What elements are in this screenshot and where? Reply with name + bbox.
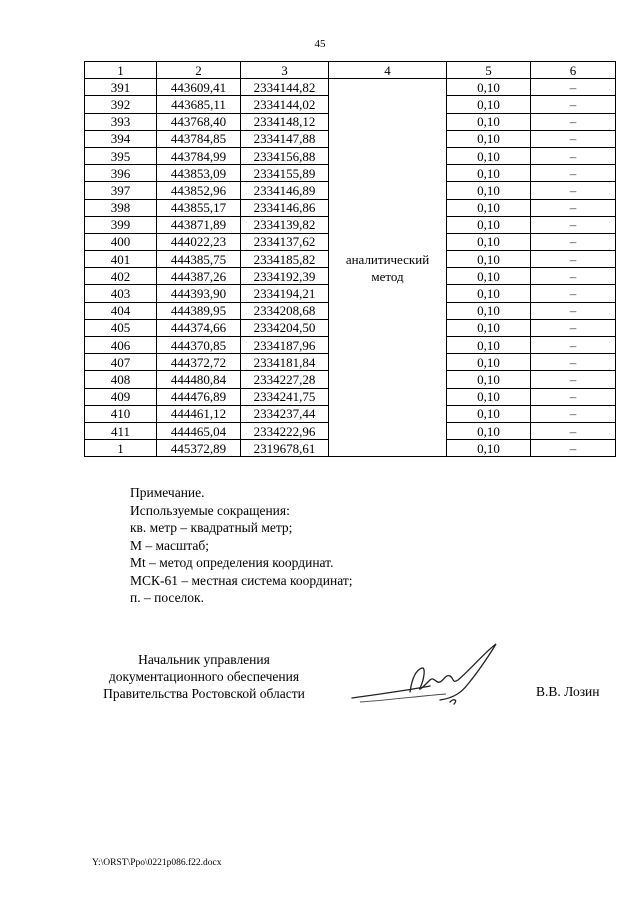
table-cell: 409 — [85, 388, 157, 405]
table-cell: 0,10 — [447, 216, 531, 233]
table-cell: 0,10 — [447, 182, 531, 199]
table-cell: 403 — [85, 285, 157, 302]
handwritten-signature — [350, 640, 510, 712]
signatory-position — [84, 651, 324, 702]
table-cell: 2334222,96 — [241, 422, 329, 439]
signer-name: В.В. Лозин — [536, 684, 600, 699]
table-header-row — [85, 62, 616, 79]
dash-cell: – — [531, 113, 616, 130]
table-cell: 0,10 — [447, 371, 531, 388]
page-number: 45 — [314, 38, 326, 50]
dash-cell: – — [531, 371, 616, 388]
dash-cell: – — [531, 337, 616, 354]
note-line: МСК-61 – местная система координат; — [130, 572, 353, 588]
table-cell: 0,10 — [447, 337, 531, 354]
column-header: 3 — [241, 62, 329, 79]
table-cell: 0,10 — [447, 113, 531, 130]
dash-cell: – — [531, 233, 616, 250]
dash-cell: – — [531, 302, 616, 319]
table-cell: 443685,11 — [157, 96, 241, 113]
table-cell: 0,10 — [447, 354, 531, 371]
column-header: 4 — [329, 62, 447, 79]
table-cell: 444480,84 — [157, 371, 241, 388]
table-cell: 394 — [85, 130, 157, 147]
table-cell: 411 — [85, 422, 157, 439]
note-line: п. – поселок. — [130, 590, 204, 605]
table-cell: 443855,17 — [157, 199, 241, 216]
table-cell: 444465,04 — [157, 422, 241, 439]
dash-cell: – — [531, 216, 616, 233]
table-cell: 391 — [85, 79, 157, 96]
dash-cell: – — [531, 268, 616, 285]
table-cell: 397 — [85, 182, 157, 199]
column-header: 2 — [157, 62, 241, 79]
dash-cell: – — [531, 319, 616, 336]
dash-cell: – — [531, 388, 616, 405]
position-line: Начальник управления — [138, 652, 270, 667]
dash-cell: – — [531, 130, 616, 147]
table-cell: 408 — [85, 371, 157, 388]
table-cell: 2334148,12 — [241, 113, 329, 130]
table-cell: 2334185,82 — [241, 251, 329, 268]
method-label: аналитический — [345, 251, 430, 267]
dash-cell: – — [531, 96, 616, 113]
table-cell: 402 — [85, 268, 157, 285]
table-cell: 2319678,61 — [241, 440, 329, 457]
table-cell: 0,10 — [447, 147, 531, 164]
table-cell: 444461,12 — [157, 405, 241, 422]
column-header: 1 — [85, 62, 157, 79]
table-cell: 2334192,39 — [241, 268, 329, 285]
table-cell: 2334187,96 — [241, 337, 329, 354]
table-cell: 399 — [85, 216, 157, 233]
dash-cell: – — [531, 199, 616, 216]
table-cell: 0,10 — [447, 251, 531, 268]
column-header: 5 — [447, 62, 531, 79]
table-cell: 405 — [85, 319, 157, 336]
table-cell: 398 — [85, 199, 157, 216]
table-cell: 0,10 — [447, 388, 531, 405]
table-cell: 443784,85 — [157, 130, 241, 147]
table-cell: 0,10 — [447, 79, 531, 96]
method-label: метод — [371, 268, 404, 284]
dash-cell: – — [531, 182, 616, 199]
dash-cell: – — [531, 440, 616, 457]
table-cell: 396 — [85, 165, 157, 182]
note-line: Используемые сокращения: — [130, 502, 290, 518]
table-cell: 0,10 — [447, 285, 531, 302]
table-cell: 2334227,28 — [241, 371, 329, 388]
table-cell: 444387,26 — [157, 268, 241, 285]
table-row — [85, 79, 616, 96]
table-cell: 444393,90 — [157, 285, 241, 302]
table-cell: 0,10 — [447, 268, 531, 285]
table-cell: 0,10 — [447, 199, 531, 216]
table-cell: 2334208,68 — [241, 302, 329, 319]
table-cell: 0,10 — [447, 440, 531, 457]
table-cell: 395 — [85, 147, 157, 164]
table-cell: 443784,99 — [157, 147, 241, 164]
position-line: документационного обеспечения — [108, 669, 300, 684]
table-cell: 2334181,84 — [241, 354, 329, 371]
dash-cell: – — [531, 165, 616, 182]
table-cell: 444374,66 — [157, 319, 241, 336]
table-cell: 0,10 — [447, 319, 531, 336]
table-cell: 444022,23 — [157, 233, 241, 250]
table-cell: 2334155,89 — [241, 165, 329, 182]
table-cell: 0,10 — [447, 233, 531, 250]
dash-cell: – — [531, 354, 616, 371]
coordinates-table — [84, 61, 616, 457]
table-cell: 2334146,86 — [241, 199, 329, 216]
position-line: Правительства Ростовской области — [103, 686, 305, 701]
table-cell: 401 — [85, 251, 157, 268]
note-line: Mt – метод определения координат. — [130, 555, 334, 570]
table-cell: 2334146,89 — [241, 182, 329, 199]
table-cell: 407 — [85, 354, 157, 371]
table-cell: 2334144,82 — [241, 79, 329, 96]
table-cell: 393 — [85, 113, 157, 130]
table-cell: 0,10 — [447, 165, 531, 182]
dash-cell: – — [531, 422, 616, 439]
table-cell: 404 — [85, 302, 157, 319]
table-cell: 406 — [85, 337, 157, 354]
column-header: 6 — [531, 62, 616, 79]
dash-cell: – — [531, 147, 616, 164]
table-cell: 444372,72 — [157, 354, 241, 371]
table-cell: 2334139,82 — [241, 216, 329, 233]
table-cell: 2334156,88 — [241, 147, 329, 164]
table-cell: 444370,85 — [157, 337, 241, 354]
table-cell: 0,10 — [447, 96, 531, 113]
table-cell: 2334194,21 — [241, 285, 329, 302]
dash-cell: – — [531, 251, 616, 268]
table-cell: 443853,09 — [157, 165, 241, 182]
note-title: Примечание. — [130, 485, 205, 500]
table-cell: 443871,89 — [157, 216, 241, 233]
table-cell: 392 — [85, 96, 157, 113]
dash-cell: – — [531, 79, 616, 96]
note-line: кв. метр – квадратный метр; — [130, 520, 293, 535]
table-cell: 2334204,50 — [241, 319, 329, 336]
table-cell: 0,10 — [447, 405, 531, 422]
table-cell: 0,10 — [447, 422, 531, 439]
table-cell: 2334137,62 — [241, 233, 329, 250]
table-cell: 444389,95 — [157, 302, 241, 319]
table-cell: 444476,89 — [157, 388, 241, 405]
table-cell: 445372,89 — [157, 440, 241, 457]
table-cell: 0,10 — [447, 302, 531, 319]
table-cell: 2334241,75 — [241, 388, 329, 405]
method-cell — [329, 79, 447, 457]
table-cell: 2334147,88 — [241, 130, 329, 147]
note-block — [130, 484, 353, 607]
dash-cell: – — [531, 405, 616, 422]
table-cell: 400 — [85, 233, 157, 250]
table-cell: 1 — [85, 440, 157, 457]
table-cell: 443768,40 — [157, 113, 241, 130]
table-cell: 2334237,44 — [241, 405, 329, 422]
table-cell: 0,10 — [447, 130, 531, 147]
dash-cell: – — [531, 285, 616, 302]
note-line: М – масштаб; — [130, 537, 210, 553]
table-cell: 444385,75 — [157, 251, 241, 268]
file-path: Y:\ORST\Ppo\0221p086.f22.docx — [92, 858, 222, 868]
table-cell: 443609,41 — [157, 79, 241, 96]
table-cell: 410 — [85, 405, 157, 422]
table-cell: 443852,96 — [157, 182, 241, 199]
table-cell: 2334144,02 — [241, 96, 329, 113]
